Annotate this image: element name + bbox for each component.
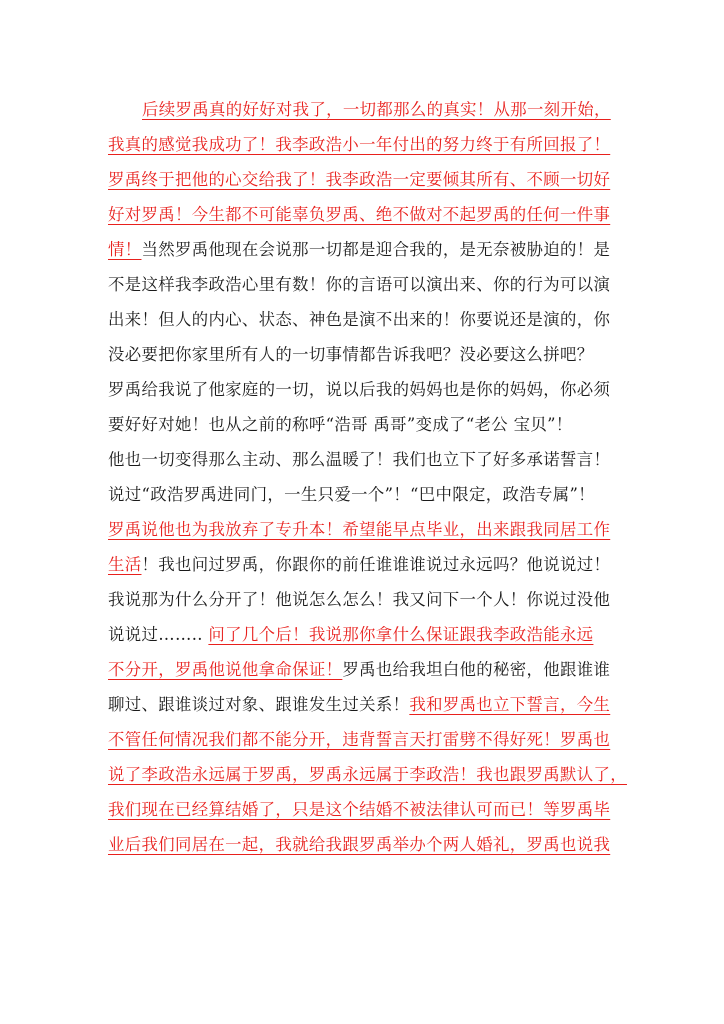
body-text: 要好好对她！也从之前的称呼“浩哥 禹哥”变成了“老公 宝贝”！: [108, 415, 573, 434]
highlighted-text: 我和罗禹也立下誓言，今生: [409, 695, 611, 714]
highlighted-text: 后续罗禹真的好好对我了，一切都那么的真实！从那一刻开始，: [142, 100, 611, 119]
body-text: 没必要把你家里所有人的一切事情都告诉我吧？没必要这么拼吧？: [108, 345, 594, 364]
text-line: [108, 442, 618, 477]
text-line: [108, 652, 618, 687]
text-line: [108, 687, 618, 722]
text-line: [108, 827, 618, 862]
body-text: 当然罗禹他现在会说那一切都是迎合我的，是无奈被胁迫的！是: [141, 240, 611, 259]
body-text: 出来！但人的内心、状态、神色是演不出来的！你要说还是演的，你: [108, 310, 611, 329]
highlighted-text: 情！: [108, 240, 142, 259]
highlighted-text: 我们现在已经算结婚了，只是这个结婚不被法律认可而已！等罗禹毕: [108, 800, 611, 819]
body-text: 罗禹也给我坦白他的秘密，他跟谁谁: [342, 660, 611, 679]
text-line: [108, 617, 618, 652]
highlighted-text: 生活: [108, 555, 142, 574]
body-text: 不是这样我李政浩心里有数！你的言语可以演出来、你的行为可以演: [108, 275, 611, 294]
body-text: 他也一切变得那么主动、那么温暖了！我们也立下了好多承诺誓言！: [108, 450, 611, 469]
text-line: [108, 302, 618, 337]
text-line: [108, 547, 618, 582]
text-line: [108, 722, 618, 757]
highlighted-text: 罗禹终于把他的心交给我了！我李政浩一定要倾其所有、不顾一切好: [108, 170, 611, 189]
body-text: 聊过、跟谁谈过对象、跟谁发生过关系！: [108, 695, 410, 714]
text-line: [108, 127, 618, 162]
text-line: [108, 582, 618, 617]
text-line: [108, 92, 618, 127]
body-text: 说说过……..: [108, 625, 209, 644]
text-line: [108, 757, 627, 792]
highlighted-text: 不分开，罗禹他说他拿命保证！: [108, 660, 343, 679]
text-line: [108, 232, 618, 267]
document-body: [108, 92, 627, 862]
highlighted-text: 问了几个后！我说那你拿什么保证跟我李政浩能永远: [208, 625, 594, 644]
text-line: [108, 407, 618, 442]
text-line: [108, 197, 618, 232]
text-line: [108, 372, 618, 407]
body-text: 说过“政浩罗禹进同门，一生只爱一个”！“巴中限定，政浩专属”！: [108, 485, 595, 504]
body-text: 我说那为什么分开了！他说怎么怎么！我又问下一个人！你说过没他: [108, 590, 611, 609]
highlighted-text: 业后我们同居在一起，我就给我跟罗禹举办个两人婚礼，罗禹也说我: [108, 835, 611, 854]
body-text: 罗禹给我说了他家庭的一切，说以后我的妈妈也是你的妈妈，你必须: [108, 380, 611, 399]
text-line: [108, 162, 618, 197]
highlighted-text: 说了李政浩永远属于罗禹，罗禹永远属于李政浩！我也跟罗禹默认了，: [108, 765, 627, 784]
highlighted-text: 我真的感觉我成功了！我李政浩小一年付出的努力终于有所回报了！: [108, 135, 611, 154]
text-line: [108, 477, 618, 512]
text-line: [108, 792, 618, 827]
text-line: [108, 512, 618, 547]
highlighted-text: 不管任何情况我们都不能分开，违背誓言天打雷劈不得好死！罗禹也: [108, 730, 611, 749]
highlighted-text: 好对罗禹！今生都不可能辜负罗禹、绝不做对不起罗禹的任何一件事: [108, 205, 611, 224]
highlighted-text: 罗禹说他也为我放弃了专升本！希望能早点毕业，出来跟我同居工作: [108, 520, 611, 539]
text-line: [108, 267, 618, 302]
text-line: [108, 337, 618, 372]
body-text: ！我也问过罗禹，你跟你的前任谁谁谁说过永远吗？他说说过！: [141, 555, 611, 574]
